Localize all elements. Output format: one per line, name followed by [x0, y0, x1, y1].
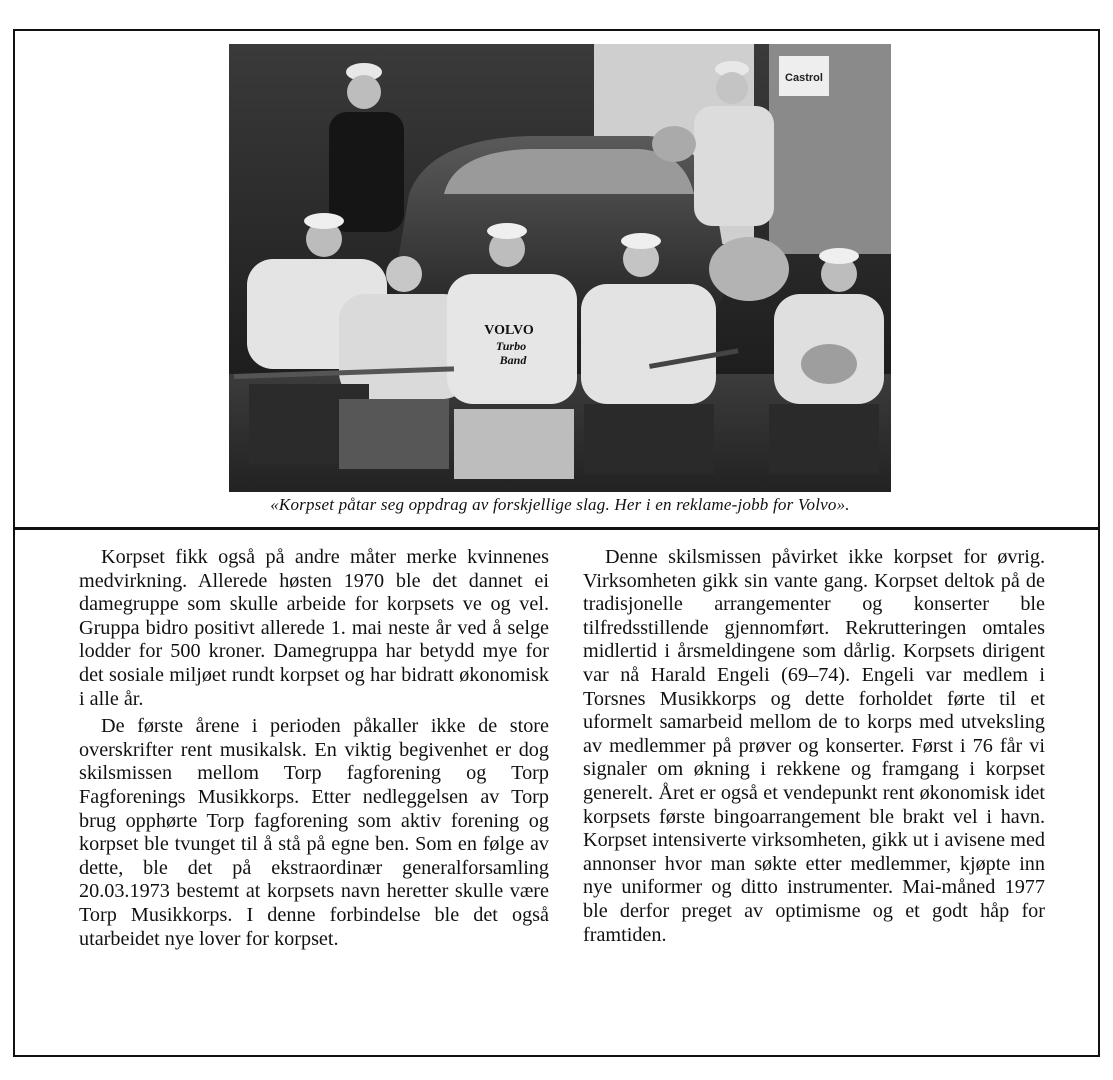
paragraph: Denne skilsmissen påvirket ikke korpset for øvrig. Virksomheten gikk sin vante gang. Korpset deltok på de tradisjonelle arrangementer og konserter ble tilfredsstillende gjennomført. Rekrutteringen omtales midlertid i årsmeldingene som dårlig. Korpsets dirigent var nå Harald Engeli (69–74). Engeli var medlem i Torsnes Musikkorps og dette forholdet førte til et uformelt samarbeid mellom de to korps med utveksling av medlemmer på prøver og konserter. Først i 76 får vi signaler om økning i rekkene og framgang i korpset generelt. Året er også et vendepunkt rent økonomisk idet korpsets første bingoarrangement ble brakt vel i havn. Korpset intensiverte virksomheten, gikk ut i avisene med annonser hvor man søkte etter medlemmer, kjøpte inn nye uniformer og ditto instrumenter. Mai-måned 1977 ble derfor preget av optimisme og et godt håp for framtiden.: [583, 546, 1045, 946]
sweater-text-2: Turbo: [495, 339, 527, 353]
band-photo: [229, 44, 891, 492]
paragraph: Korpset fikk også på andre måter merke kvinnenes medvirkning. Allerede høsten 1970 ble det dannet ei damegruppe som skulle arbeide for korpsets ve og vel. Gruppa bidro positivt allerede 1. mai neste år ved å selge lodder for 500 kroner. Damegruppa har betydd mye for det sosiale miljøet rundt korpset og har bidratt økonomisk i alle år.: [79, 546, 549, 710]
sweater-text-3: Band: [499, 353, 527, 367]
sweater-text-1: VOLVO: [484, 323, 534, 338]
photo-caption: «Korpset påtar seg oppdrag av forskjellige slag. Her i en reklame-jobb for Volvo».: [270, 495, 850, 514]
section-divider: [13, 527, 1100, 530]
text-column-left: [79, 546, 549, 955]
paragraph: De første årene i perioden påkaller ikke de store overskrifter rent musikalsk. En viktig begivenhet er dog skilsmissen mellom Torp fagforening og Torp Fagforenings Musikkorps. Etter nedleggelsen av Torp brug opphørte Torp fagforening som aktiv forening og korpset ble tvunget til å stå på egne ben. Som en følge av dette, ble det på ekstraordinær generalforsamling 20.03.1973 bestemt at korpsets navn heretter skulle være Torp Musikkorps. I denne forbindelse ble det også utarbeidet nye lover for korpset.: [79, 715, 549, 950]
castrol-sign: Castrol: [785, 72, 823, 84]
text-column-right: [583, 546, 1045, 951]
